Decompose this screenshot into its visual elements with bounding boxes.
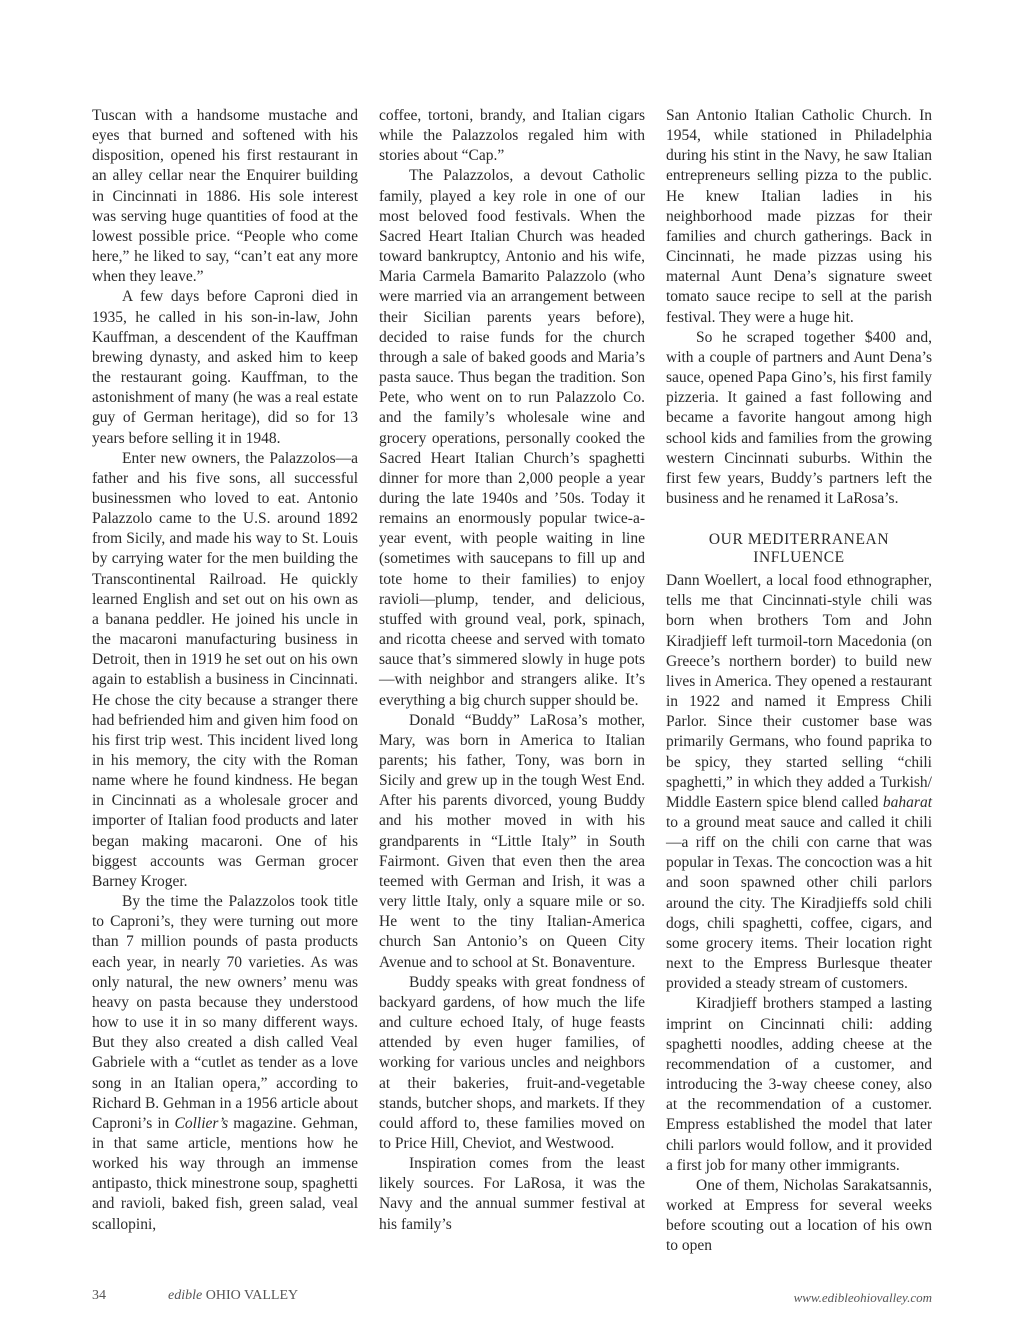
paragraph: Enter new owners, the Palazzolos—a father and his five sons, all successful businessmen who loved to eat. Antonio Palazzolo came to the U.S. around 1892 from Sicily, and made his way to St. Louis by carrying water for the men building the Transcontinental Railroad. He quickly learned English and set out on his own as a banana peddler. He joined his uncle in the macaroni manufacturing business in Detroit, then in 1919 he set out on his own again to establish a business in Cincinnati. He chose the city because a stranger there had befriended him and given him food on his first trip west. This incident lived long in his memory, the city with the Roman name where he found kindness. He began in Cincinnati as a wholesale grocer and importer of Italian food products and later began making macaroni. One of his biggest accounts was German grocer Barney Kroger. (92, 449, 358, 890)
article-column-2 (379, 106, 645, 1235)
paragraph: coffee, tortoni, brandy, and Italian cigars while the Palazzolos regaled him with stories about “Cap.” (379, 107, 645, 165)
paragraph: Donald “Buddy” LaRosa’s mother, Mary, was born in America to Italian parents; his father, Tony, was born in Sicily and grew up in the tough West End. After his parents divorced, young Buddy and his mother moved in with his grandparents in “Little Italy” in South Fairmont. Given that even then the area teemed with German and Irish, it was a very little Italy, only a square mile or so. He went to the tiny Italian-America church San Antonio’s on Queen City Avenue and to school at St. Bonaventure. (379, 711, 645, 971)
paragraph (92, 892, 358, 1235)
masthead-title: OHIO VALLEY (205, 1288, 299, 1303)
paragraph: Buddy speaks with great fondness of backyard gardens, of how much the life and culture echoed Italy, of huge feasts attended by even huger families, of working for various uncles and neighbors at their bakeries, fruit-and-vegetable stands, butcher shops, and markets. If they could afford to, these families moved on to Price Hill, Cheviot, and Westwood. (379, 973, 645, 1152)
paragraph: One of them, Nicholas Sarakatsannis, worked at Empress for several weeks before scouting out a location of his own to open (666, 1176, 932, 1255)
magazine-masthead (168, 1288, 298, 1304)
spice-name: baharat (882, 793, 933, 811)
article-column-3 (666, 106, 932, 1256)
paragraph: San Antonio Italian Catholic Church. In 1954, while stationed in Philadelphia during his stint in the Navy, he saw Italian entrepreneurs selling pizza to the public. He knew Italian ladies in his neighborhood made pizzas for their families and church gatherings. Back in Cincinnati, he made pizzas using his maternal Aunt Dena’s signature sweet tomato sauce recipe to sell at the parish festival. They were a huge hit. (666, 107, 932, 326)
paragraph: The Palazzolos, a devout Catholic family, played a key role in one of our most beloved food festivals. When the Sacred Heart Italian Church was headed toward bankruptcy, Antonio and his wife, Maria Carmela Bamarito Palazzolo (who were married via an arrangement between their Sicilian parents years before), decided to raise funds for the church through a sale of baked goods and Maria’s pasta sauce. Thus began the tradition. Son Pete, who went on to run Palazzolo Co. and the family’s wholesale wine and grocery operations, personally cooked the Sacred Heart Italian Church’s spaghetti dinner for more than 2,000 people a year during the late 1940s and ’50s. Today it remains an enormously popular twice-a-year event, with people waiting in line (sometimes with saucepans to fill up and tote home to their families) to enjoy ravioli—plump, tender, and delicious, stuffed with ground veal, pork, spinach, and ricotta cheese and served with tomato sauce that’s simmered slowly in huge pots—with neighbor and strangers alike. It’s everything a big church supper should be. (379, 167, 645, 709)
section-heading-line: OUR MEDITERRANEAN (708, 531, 890, 549)
article-column-1 (92, 106, 358, 1235)
section-heading (666, 531, 932, 567)
publication-title: Collier’s (174, 1114, 229, 1132)
paragraph-text: Dann Woellert, a local food ethnographer, tells me that Cincinnati-style chili was born when brothers Tom and John Kiradjieff left turmoil-torn Macedonia (on Greece’s northern border) to build new lives in America. They opened a restaurant in 1922 and named it Empress Chili Parlor. Since their customer base was primarily Germans, who found paprika to be spicy, they started selling “chili spaghetti,” in which they added a Turkish/ Middle Eastern spice blend called (666, 572, 932, 811)
paragraph: A few days before Caproni died in 1935, he called in his son-in-law, John Kauffman, a descendent of the Kauffman brewing dynasty, and asked him to keep the restaurant going. Kauffman, to the astonishment of many (he was a real estate guy of German heritage), did so for 13 years before selling it in 1948. (92, 288, 358, 447)
paragraph: So he scraped together $400 and, with a couple of partners and Aunt Dena’s sauce, opened Papa Gino’s, his first family pizzeria. It gained a fast following and became a favorite hangout among high school kids and families from the growing western Cincinnati suburbs. Within the first few years, Buddy’s partners left the business and he renamed it LaRosa’s. (666, 328, 932, 507)
website-url: www.edibleohiovalley.com (793, 1290, 932, 1305)
paragraph (666, 571, 932, 994)
paragraph: Tuscan with a handsome mustache and eyes that burned and softened with his disposition, opened his first restaurant in an alley cellar near the Enquirer building in Cincinnati in 1886. His sole interest was serving huge quantities of food at the lowest possible price. “People who come here,” he liked to say, “can’t eat any more when they leave.” (92, 107, 358, 286)
masthead-italic: edible (168, 1288, 203, 1303)
paragraph-text: By the time the Palazzolos took title to Caproni’s, they were turning out more than 7 million pounds of pasta products each year, in nearly 70 varieties. As was only natural, the new owners’ menu was heavy on pasta because they understood how to use it in so many different ways. But they also created a dish called Veal Gabriele with a “cutlet as tender as a love song in an Italian opera,” according to Richard B. Gehman in a 1956 article about Caproni’s in (92, 893, 359, 1132)
paragraph-text: to a ground meat sauce and called it chili—a riff on the chili con carne that was popular in Texas. The concoction was a hit and soon spawned other chili parlors around the city. The Kiradjieffs sold chili dogs, chili spaghetti, coffee, cigars, and some grocery items. Their location right next to the Empress Burlesque theater provided a steady stream of customers. (666, 814, 932, 993)
section-heading-line: INFLUENCE (753, 549, 845, 567)
paragraph: Kiradjieff brothers stamped a lasting imprint on Cincinnati chili: adding spaghetti noodles, adding cheese at the recommendation of a customer, and introducing the 3-way cheese coney, also at the recommendation of a customer. Empress established the model that later chili parlors would follow, and it provided a first job for many other immigrants. (666, 995, 932, 1174)
paragraph-text: magazine. Gehman, in that same article, mentions how he worked his way through an immense antipasto, thick minestrone soup, spaghetti and ravioli, baked fish, green salad, veal scallopini, (92, 1114, 358, 1233)
page-number: 34 (92, 1288, 106, 1303)
paragraph: Inspiration comes from the least likely sources. For LaRosa, it was the Navy and the annual summer festival at his family’s (379, 1155, 645, 1233)
